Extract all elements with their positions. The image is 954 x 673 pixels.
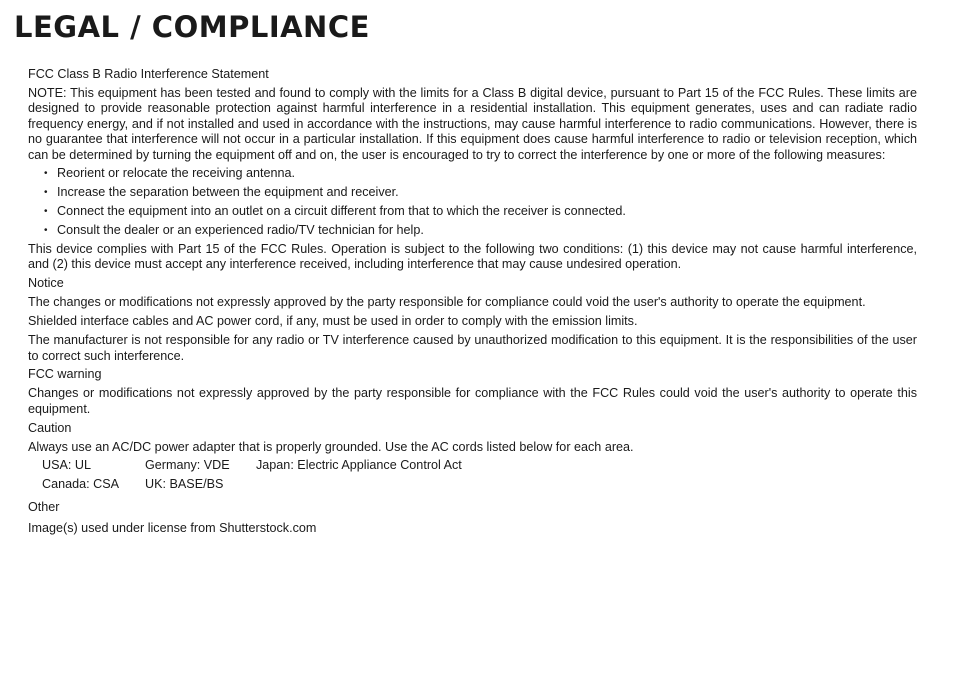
- legal-content: [28, 67, 917, 540]
- measures-list: [28, 166, 917, 238]
- bullet-icon: •: [44, 168, 48, 180]
- table-cell: USA: UL: [42, 458, 91, 473]
- ac-cord-table: [42, 458, 472, 496]
- fcc-compliance-paragraph: This device complies with Part 15 of the FCC Rules. Operation is subject to the following two conditions: (1) this device may not cause harmful interference, and (2) this device must accept any interference received, including interference that may cause undesired operation.: [28, 242, 917, 272]
- table-cell: [256, 477, 472, 496]
- measure-text: Connect the equipment into an outlet on a circuit different from that to which the receiver is connected.: [57, 204, 626, 219]
- bullet-icon: •: [44, 206, 48, 218]
- notice-paragraph: The changes or modifications not expressly approved by the party responsible for compliance could void the user's authority to operate the equipment.: [28, 295, 866, 310]
- bullet-icon: •: [44, 225, 48, 237]
- measure-text: Increase the separation between the equipment and receiver.: [57, 185, 399, 200]
- fcc-statement-heading: FCC Class B Radio Interference Statement: [28, 67, 269, 81]
- fcc-warning-paragraph: Changes or modifications not expressly approved by the party responsible for compliance with the FCC Rules could void the user's authority to operate this equipment.: [28, 386, 917, 416]
- page-title: LEGAL / COMPLIANCE: [14, 10, 370, 44]
- bullet-icon: •: [44, 187, 48, 199]
- measure-text: Reorient or relocate the receiving antenna.: [57, 166, 296, 181]
- table-cell: Japan: Electric Appliance Control Act: [256, 458, 462, 473]
- list-item: [44, 204, 917, 219]
- notice-heading: Notice: [28, 276, 64, 291]
- notice-paragraph: Shielded interface cables and AC power cord, if any, must be used in order to comply with the emission limits.: [28, 314, 638, 329]
- table-row: [42, 458, 472, 477]
- other-heading: Other: [28, 499, 60, 514]
- table-cell: Germany: VDE: [145, 458, 230, 473]
- table-cell: Canada: CSA: [42, 477, 120, 492]
- table-row: [42, 477, 472, 496]
- caution-paragraph: Always use an AC/DC power adapter that is properly grounded. Use the AC cords listed below for each area.: [28, 439, 634, 454]
- image-credit: Image(s) used under license from Shutterstock.com: [28, 521, 317, 536]
- fcc-warning-heading: FCC warning: [28, 367, 102, 382]
- fcc-note-paragraph: NOTE: This equipment has been tested and found to comply with the limits for a Class B digital device, pursuant to Part 15 of the FCC Rules. These limits are designed to provide reasonable protection against harmful interference in a residential installation. This equipment generates, uses and can radiate radio frequency energy, and if not installed and used in accordance with the instructions, may cause harmful interference to radio communications. However, there is no guarantee that interference will not occur in a particular installation. If this equipment does cause harmful interference to radio or television reception, which can be determined by turning the equipment off and on, the user is encouraged to try to correct the interference by one or more of the following measures:: [28, 85, 917, 162]
- list-item: [44, 166, 917, 181]
- measure-text: Consult the dealer or an experienced radio/TV technician for help.: [57, 223, 424, 238]
- notice-paragraph: The manufacturer is not responsible for any radio or TV interference caused by unauthorized modification to this equipment. It is the responsibilities of the user to correct such interference.: [28, 333, 917, 363]
- table-cell: UK: BASE/BS: [145, 477, 224, 492]
- list-item: [44, 185, 917, 200]
- list-item: [44, 223, 917, 238]
- caution-heading: Caution: [28, 420, 72, 435]
